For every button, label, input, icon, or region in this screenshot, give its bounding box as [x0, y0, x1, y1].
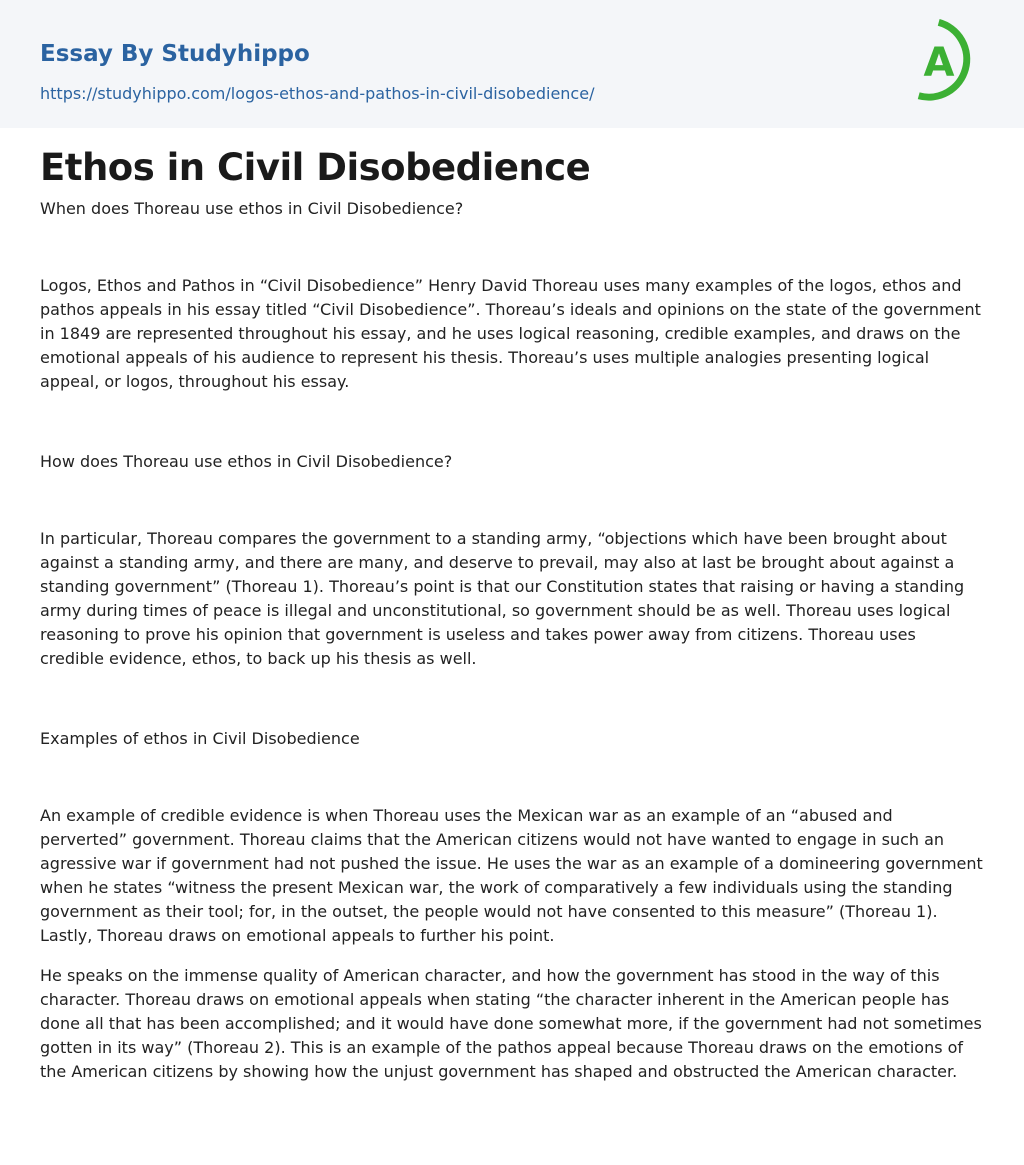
brand-title[interactable]: Essay By Studyhippo	[40, 41, 310, 67]
question-heading: Examples of ethos in Civil Disobedience	[40, 729, 360, 748]
paragraph: He speaks on the immense quality of American character, and how the government has stood in the way of this character. Thoreau draws on emotional appeals when stating “the character inherent in the American people has done all that has been accomplished; and it would have done somewhat more, if the government had not sometimes gotten in its way” (Thoreau 2). This is an example of the pathos appeal because Thoreau draws on the emotions of the American citizens by showing how the unjust government has shaped and obstructed the American character.	[40, 966, 982, 1081]
paragraph: Logos, Ethos and Pathos in “Civil Disobedience” Henry David Thoreau uses many examples of the logos, ethos and pathos appeals in his essay titled “Civil Disobedience”. Thoreau’s ideals and opinions on the state of the government in 1849 are represented throughout his essay, and he uses logical reasoning, credible examples, and draws on the emotional appeals of his audience to represent his thesis. Thoreau’s uses multiple analogies presenting logical appeal, or logos, throughout his essay.	[40, 276, 981, 391]
paragraph: An example of credible evidence is when Thoreau uses the Mexican war as an example of an “abused and perverted” government. Thoreau claims that the American citizens would not have wanted to engage in such an agressive war if government had not pushed the issue. He uses the war as an example of a domineering government when he states “witness the present Mexican war, the work of comparatively a few individuals using the standing government as their tool; for, in the outset, the people would not have consented to this measure” (Thoreau 1). Lastly, Thoreau draws on emotional appeals to further his point.	[40, 806, 983, 945]
site-header	[0, 0, 1024, 128]
source-url-link[interactable]: https://studyhippo.com/logos-ethos-and-pathos-in-civil-disobedience/	[40, 84, 595, 103]
page-title: Ethos in Civil Disobedience	[40, 146, 591, 189]
question-heading: How does Thoreau use ethos in Civil Disobedience?	[40, 452, 453, 471]
logo-letter: A	[923, 40, 955, 86]
article	[0, 148, 1024, 1084]
question-heading: When does Thoreau use ethos in Civil Disobedience?	[40, 199, 464, 218]
paragraph: In particular, Thoreau compares the government to a standing army, “objections which have been brought about against a standing army, and there are many, and deserve to prevail, may also at last be brought about against a standing government” (Thoreau 1). Thoreau’s point is that our Constitution states that raising or having a standing army during times of peace is illegal and unconstitutional, so government should be as well. Thoreau uses logical reasoning to prove his opinion that government is useless and takes power away from citizens. Thoreau uses credible evidence, ethos, to back up his thesis as well.	[40, 529, 965, 668]
studyhippo-logo-icon[interactable]	[910, 18, 988, 106]
